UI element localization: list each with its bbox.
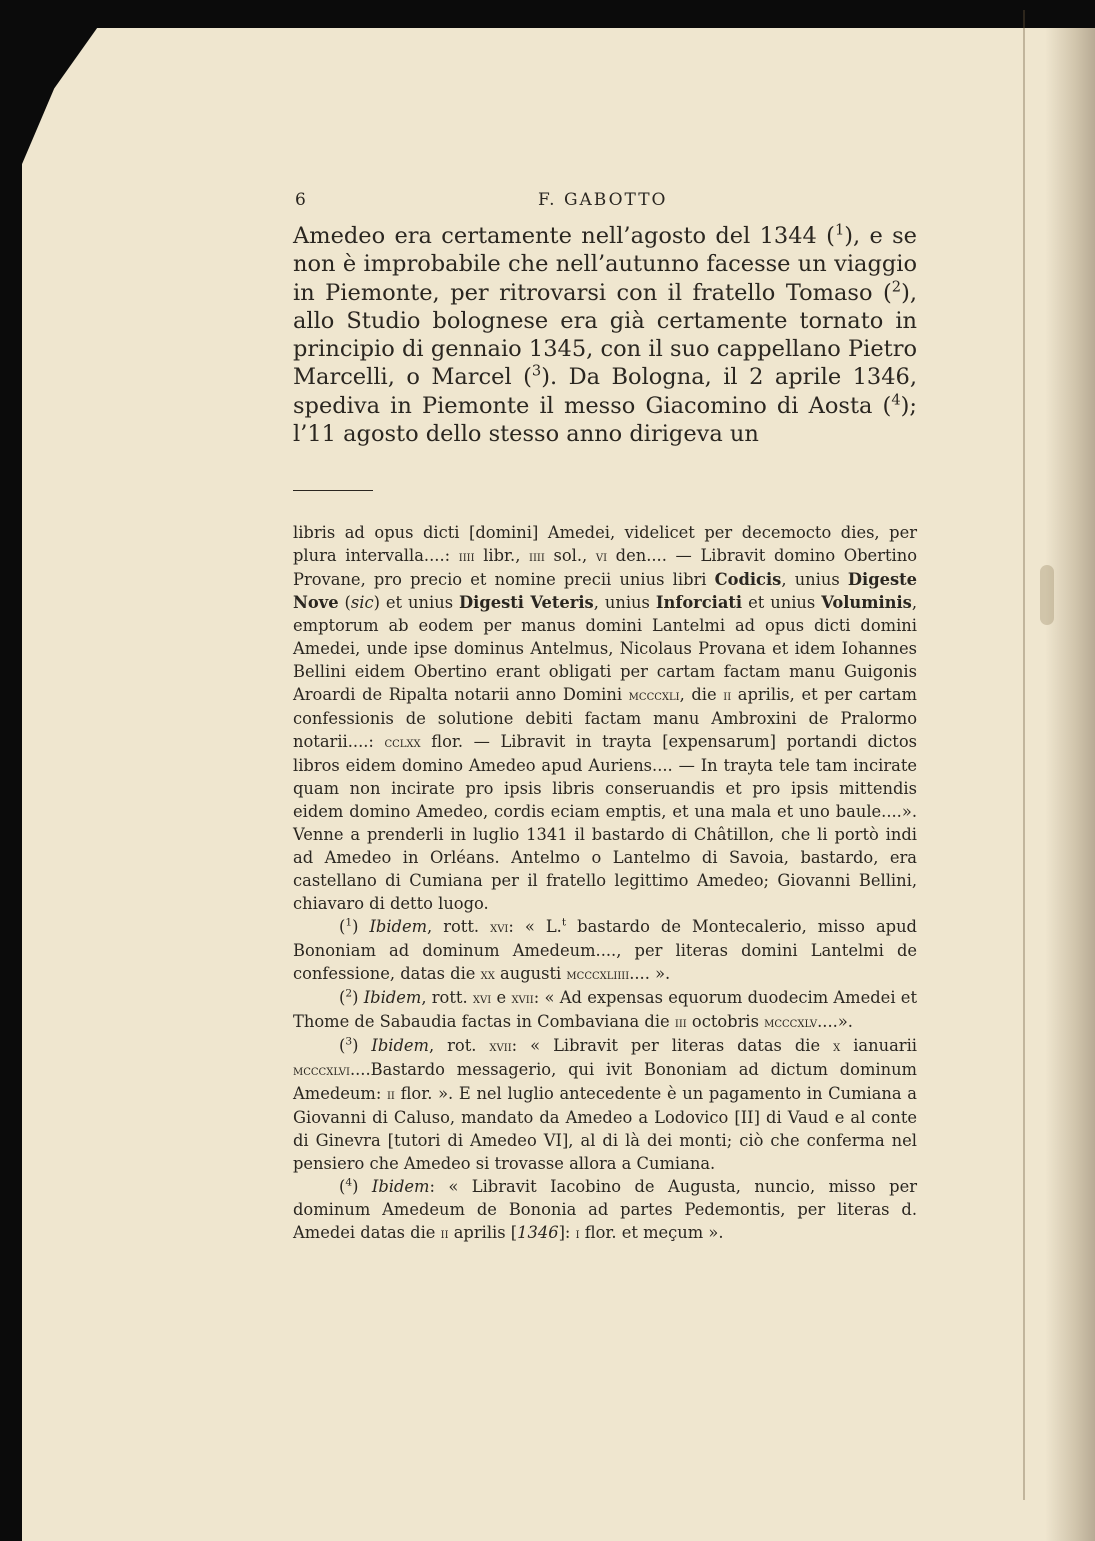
note-text: sol., — [544, 546, 596, 566]
note-text: libr., — [474, 546, 530, 566]
note-text: bastardo de Montecalerio, misso apud Bononiam ad dominum Amedeum...., per literas domini Lantelmi de confessione, datas die — [293, 917, 917, 984]
roman-numeral: mcccxlv — [764, 1013, 818, 1032]
ibidem: Ibidem — [371, 1036, 429, 1056]
book-title: Digesti Veteris — [459, 593, 594, 613]
paper-stain — [1040, 565, 1054, 625]
roman-numeral: mcccxli — [628, 686, 680, 705]
footnote-ref[interactable]: 2 — [891, 278, 902, 296]
page-number: 6 — [295, 190, 306, 210]
note-text: et unius — [742, 593, 822, 613]
footnote-mark: 3 — [345, 1035, 353, 1048]
roman-numeral: xvi — [490, 918, 509, 937]
note-text: , emptorum ab eodem per manus domini Lantelmi ad opus dicti domini Amedei, unde ipse dominus Antelmus, Nicolaus Provana et idem Iohannes Bellini eidem Obertino erant obligati per cartam factam manu Guigonis Aroardi de Ripalta notarii anno Domini — [293, 593, 918, 705]
roman-numeral: i — [575, 1224, 580, 1243]
body-text-segment: Amedeo era certamente nell’agosto del 1344 ( — [293, 223, 835, 249]
roman-numeral: vi — [595, 547, 608, 566]
footnote-mark: 4 — [345, 1176, 353, 1189]
note-text: , rot. — [428, 1036, 490, 1056]
note-text: ) et unius — [373, 593, 460, 613]
main-paragraph — [293, 222, 917, 448]
roman-numeral: iiii — [529, 547, 545, 566]
note-text: ( — [338, 593, 351, 613]
roman-numeral: xvi — [472, 989, 492, 1008]
note-text: , die — [679, 685, 724, 705]
footnote-4: ($^4$) Ibidem: « Libravit Iacobino de Augusta, nuncio, misso per dominum Amedeum de Bononia ad partes Pedemontis, per literas d. Amedei datas die ii aprilis [1346]: i flor. et meçum ». — [293, 1176, 918, 1243]
note-text: , unius — [781, 570, 848, 590]
roman-numeral: ii — [723, 686, 732, 705]
roman-numeral: xx — [480, 965, 495, 984]
note-text: : « Ad expensas equorum duodecim Amedei et Thome de Sabaudia factas in Combaviana die — [293, 988, 917, 1032]
ibidem: Ibidem — [369, 917, 428, 937]
note-text: ]: — [558, 1223, 576, 1243]
footnote-ref[interactable]: 3 — [531, 362, 542, 380]
footnote-2: ($^2$) Ibidem, rott. xvi e xvii: « Ad expensas equorum duodecim Amedei et Thome de Sabaudia factas in Combaviana die iii octobris mcccxlv....». — [293, 987, 917, 1032]
note-text: , rott. — [427, 917, 491, 937]
note-text: , rott. — [421, 988, 473, 1008]
note-text: augusti — [494, 964, 567, 984]
ibidem: Ibidem — [363, 988, 422, 1008]
note-text: aprilis, et per cartam confessionis de solutione debiti factam manu Ambroxini de Pralormo notarii....: — [293, 685, 917, 752]
italic-text: sic — [350, 593, 374, 613]
footnotes — [293, 521, 917, 1245]
roman-numeral: xvii — [511, 989, 534, 1008]
body-text-segment: ), e se non è improbabile che nell’autunno facesse un viaggio in Piemonte, per ritrovarsi con il fratello Tomaso ( — [293, 223, 917, 306]
roman-numeral: ii — [386, 1085, 395, 1104]
note-text: e — [491, 988, 512, 1008]
running-head: F. GABOTTO — [538, 190, 668, 210]
note-text: ....». — [817, 1012, 853, 1032]
footnote-mark: 1 — [345, 916, 353, 929]
note-text: ianuarii — [840, 1036, 917, 1056]
note-text: ....Bastardo messagerio, qui ivit Bononiam ad dictum dominum Amedeum: — [293, 1060, 917, 1104]
note-text: octobris — [686, 1012, 765, 1032]
page-fold-line — [1023, 10, 1025, 1500]
note-text: den.... — Libravit domino Obertino Provane, pro precio et nomine precii unius libri — [293, 546, 917, 590]
roman-numeral: mcccxliiii — [566, 965, 630, 984]
footnote-ref[interactable]: 4 — [891, 391, 901, 409]
footnote-mark: 2 — [345, 987, 353, 1000]
footnote-1: ($^1$) Ibidem, rott. xvi: « L.$^t$ bastardo de Montecalerio, misso apud Bononiam ad dominum Amedeum...., per literas domini Lantelmi de confessione, datas die xx augusti mcccxliiii.... ». — [293, 916, 917, 984]
roman-numeral: cclxx — [384, 733, 421, 752]
italic-year: 1346 — [517, 1223, 559, 1243]
note-text: flor. — Libravit in trayta [expensarum] portandi dictos libros eidem domino Amedeo apud Auriens.... — In trayta tele tam incirate quam non incirate pro ipsis libris conseruandis et pro ipsis mittendis eidem domino Amedeo, cordis eciam emptis, et una mala et uno baule....». Venne a prenderli in luglio 1341 il bastardo di Châtillon, che li portò indi ad Amedeo in Orléans. Antelmo o Lantelmo di Savoia, bastardo, era castellano di Cumiana per il fratello legittimo Amedeo; Giovanni Bellini, chiavaro di detto luogo. — [293, 732, 917, 914]
note-text: flor. ». E nel luglio antecedente è un pagamento in Cumiana a Giovanni di Caluso, mandato da Amedeo a Lodovico [II] di Vaud e al conte di Ginevra [tutori di Amedeo VI], al di là dei monti; ciò che conferma nel pensiero che Amedeo si trovasse allora a Cumiana. — [293, 1084, 917, 1174]
note-text: flor. et meçum ». — [579, 1223, 724, 1243]
note-text: libris ad opus dicti [domini] Amedei, videlicet per decemocto dies, per plura intervalla....: — [293, 523, 917, 566]
note-text: : « Libravit per literas datas die — [511, 1036, 834, 1056]
book-title: Voluminis — [821, 593, 912, 613]
footnote-continuation — [293, 521, 917, 915]
roman-numeral: ii — [440, 1224, 449, 1243]
page-header — [293, 190, 917, 216]
superscript: t — [561, 916, 567, 929]
body-text-segment: ), allo Studio bolognese era già certamente tornato in principio di gennaio 1345, con il suo cappellano Pietro Marcelli, o Marcel ( — [293, 279, 917, 391]
note-text: .... ». — [629, 964, 671, 984]
footnote-ref[interactable]: 1 — [834, 221, 845, 239]
note-text: aprilis [ — [448, 1223, 518, 1243]
roman-numeral: iii — [674, 1013, 687, 1032]
ibidem: Ibidem — [371, 1177, 430, 1197]
body-text-segment: ). Da Bologna, il 2 aprile 1346, spediva in Piemonte il messo Giacomino di Aosta ( — [293, 364, 918, 419]
note-text: : « L. — [508, 917, 562, 937]
body-text-segment: ); l’11 agosto dello stesso anno dirigeva un — [293, 392, 917, 448]
book-title: Inforciati — [655, 593, 743, 613]
footnote-separator — [293, 490, 373, 491]
roman-numeral: iiii — [458, 547, 475, 566]
note-text: , unius — [593, 593, 656, 613]
roman-numeral: x — [833, 1037, 841, 1056]
footnote-3: ($^3$) Ibidem, rot. xvii: « Libravit per literas datas die x ianuarii mcccxlvi....Bastardo messagerio, qui ivit Bononiam ad dictum dominum Amedeum: ii flor. ». E nel luglio antecedente è un pagamento in Cumiana a Giovanni di Caluso, mandato da Amedeo a Lodovico [II] di Vaud e al conte di Ginevra [tutori di Amedeo VI], al di là dei monti; ciò che conferma nel pensiero che Amedeo si trovasse allora a Cumiana. — [293, 1035, 917, 1174]
roman-numeral: mcccxlvi — [293, 1061, 350, 1080]
page-edge-shadow — [1045, 28, 1095, 1541]
roman-numeral: xvii — [489, 1037, 512, 1056]
note-text: : « Libravit Iacobino de Augusta, nuncio, misso per dominum Amedeum de Bononia ad partes Pedemontis, per literas d. Amedei datas die — [293, 1177, 918, 1243]
book-title: Digeste Nove — [293, 570, 917, 613]
page-content — [293, 190, 917, 1245]
book-title: Codicis — [714, 570, 782, 590]
